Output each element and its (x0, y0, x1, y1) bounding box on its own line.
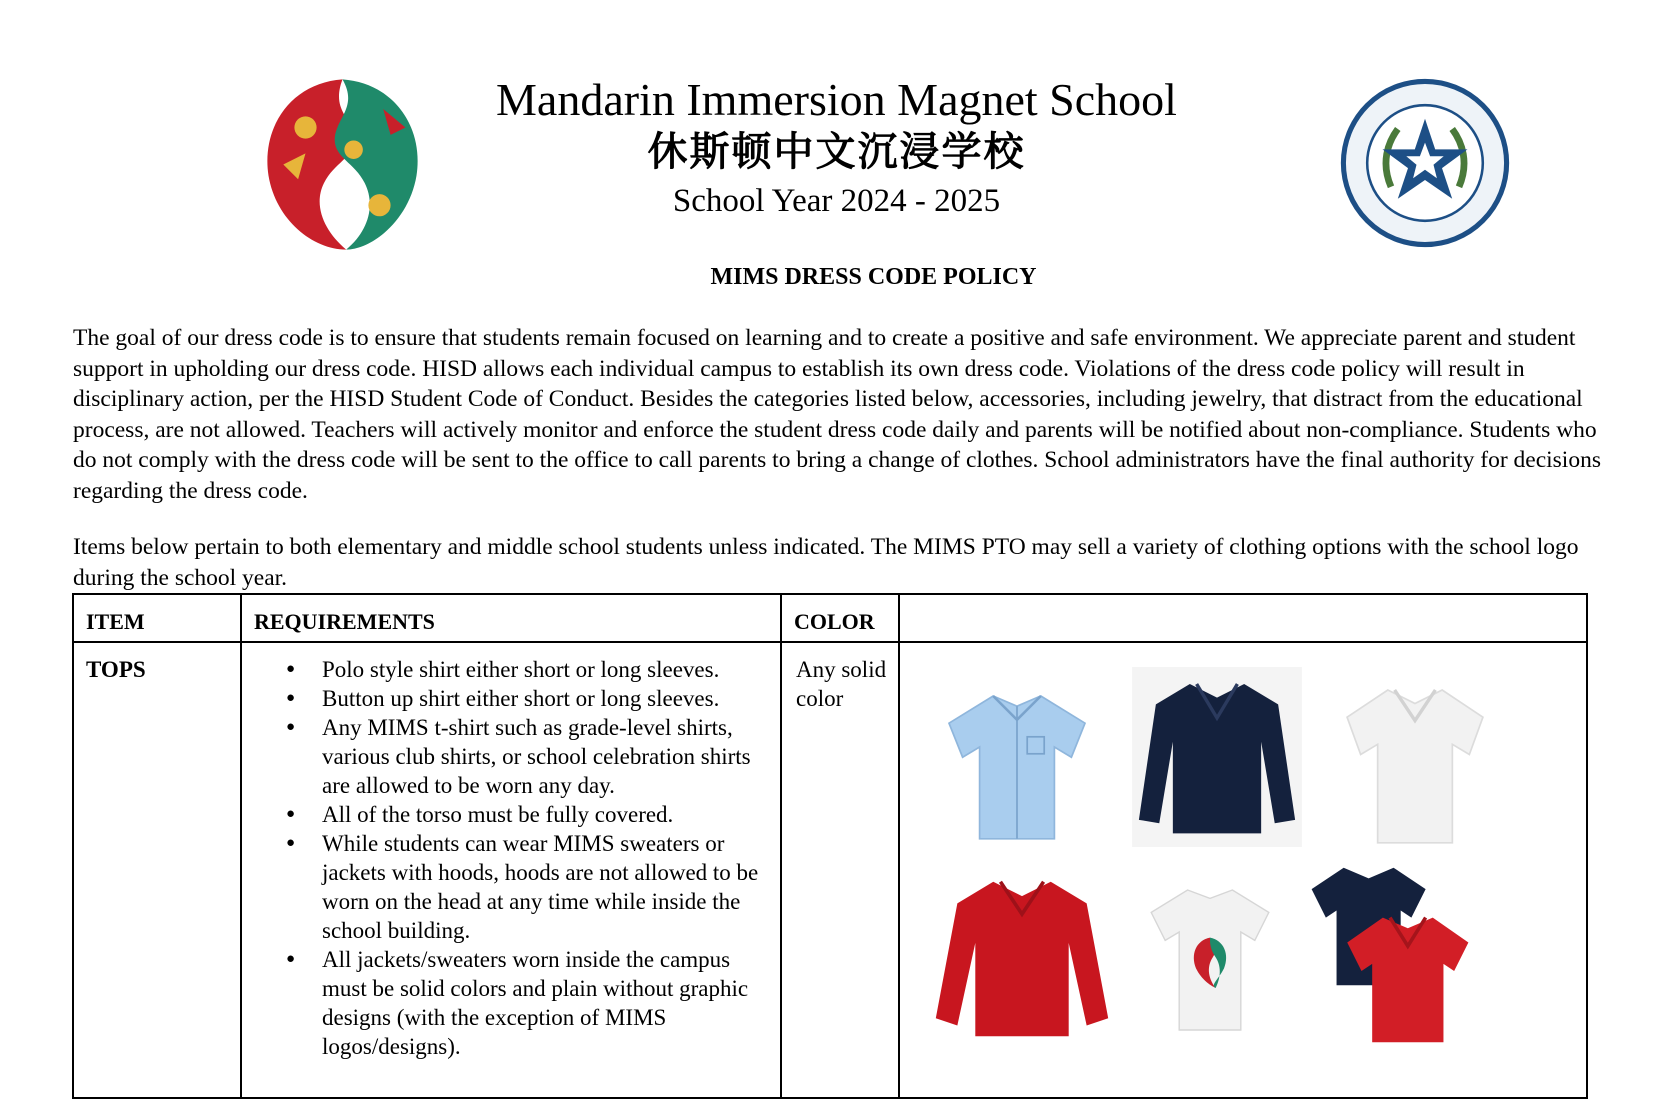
row-color: Any solid color (781, 642, 899, 1098)
school-chinese-name: 休斯顿中文沉浸学校 (647, 129, 1026, 175)
header-requirements: REQUIREMENTS (241, 594, 781, 642)
requirements-list (322, 655, 770, 1061)
list-item: ● All jackets/sweaters worn inside the campus must be solid colors and plain without graphic designs (with the exception of MIMS logos/designs). (322, 945, 770, 1061)
table-header-row (73, 594, 1587, 642)
policy-title: MIMS DRESS CODE POLICY (710, 264, 1037, 290)
school-year: School Year 2024 - 2025 (672, 183, 1001, 219)
header-images (899, 594, 1587, 642)
list-item: ● While students can wear MIMS sweaters or jackets with hoods, hoods are not allowed to be worn on the head at any time while inside the school building. (322, 829, 770, 945)
navy-long-sleeve-polo-icon (1132, 667, 1302, 847)
intro-paragraph: The goal of our dress code is to ensure that students remain focused on learning and to create a positive and safe environment. We appreciate parent and student support in upholding our dress code. HISD allows each individual campus to establish its own dress code. Violations of the dress code policy will result in disciplinary action, per the HISD Student Code of Conduct. Besides the categories listed below, accessories, including jewelry, that distract from the educational process, are not allowed. Teachers will actively monitor and enforce the student dress code daily and parents will be notified about non-compliance. Students who do not comply with the dress code will be sent to the office to call parents to bring a change of clothes. School administrators have the final authority for decisions regarding the dress code. (73, 325, 1601, 504)
list-item: ● Any MIMS t-shirt such as grade-level shirts, various club shirts, or school celebration shirts are allowed to be worn any day. (322, 713, 770, 800)
header-color: COLOR (781, 594, 899, 642)
dress-code-table (72, 593, 1588, 1099)
header-item: ITEM (73, 594, 241, 642)
red-long-sleeve-polo-icon (932, 871, 1112, 1047)
school-name: Mandarin Immersion Magnet School (496, 74, 1177, 125)
row-item-tops: TOPS (73, 642, 241, 1098)
row-images (899, 642, 1587, 1098)
light-blue-button-shirt-icon (932, 679, 1102, 849)
list-item: ● Button up shirt either short or long sleeves. (322, 684, 770, 713)
navy-and-red-polos-icon (1300, 857, 1480, 1053)
list-item: ● Polo style shirt either short or long sleeves. (322, 655, 770, 684)
list-item: ● All of the torso must be fully covered. (322, 800, 770, 829)
row-requirements (241, 642, 781, 1098)
white-polo-icon (1330, 673, 1500, 853)
table-row (73, 642, 1587, 1098)
items-paragraph: Items below pertain to both elementary and middle school students unless indicated. The MIMS PTO may sell a variety of clothing options with the school logo during the school year. (73, 534, 1579, 591)
white-mims-tshirt-icon (1140, 875, 1280, 1045)
